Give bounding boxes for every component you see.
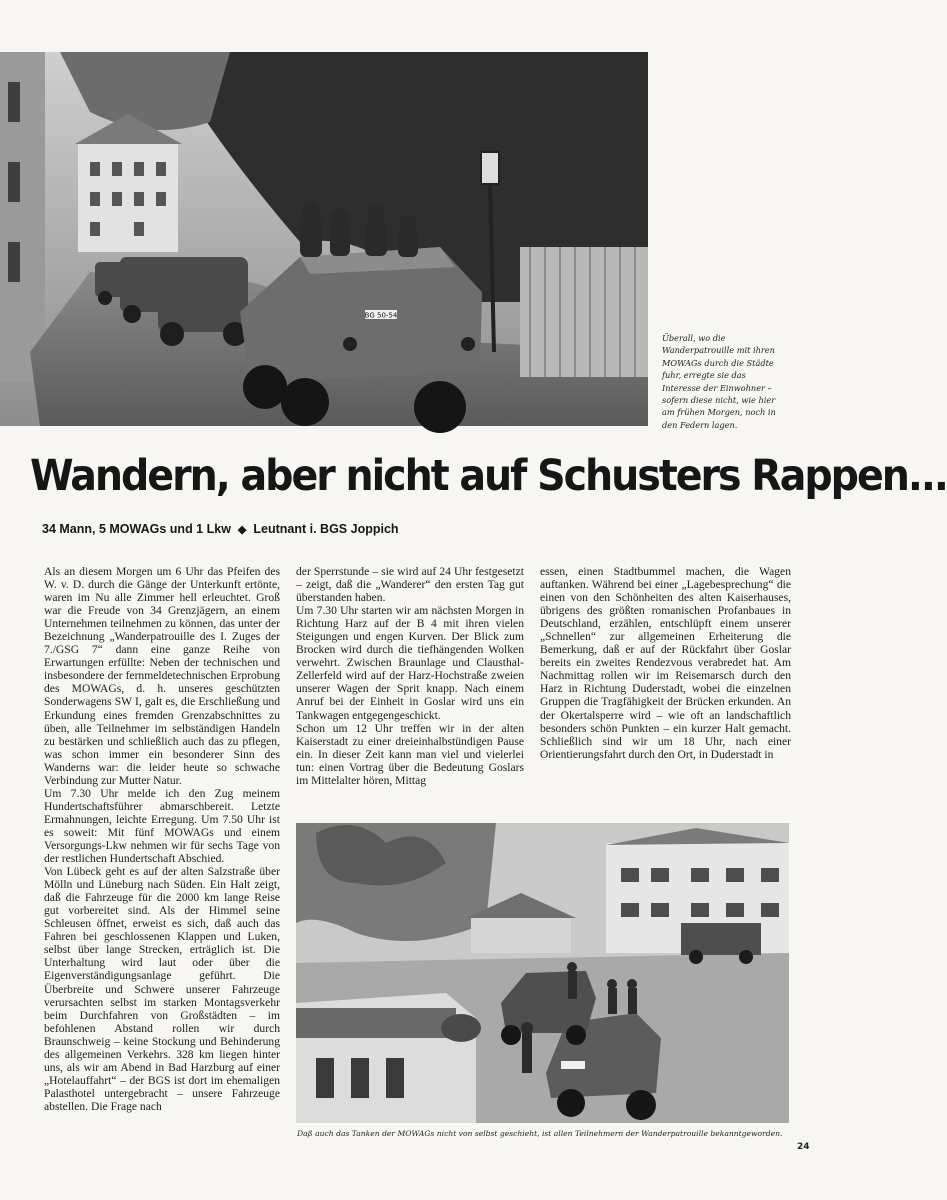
caption-top-photo: Überall, wo die Wanderpatrouille mit ihren MOWAGs durch die Städte fuhr, erregte sie das Interesse der Einwohner – sofern diese nicht, wie hier am frühen Morgen, noch in den Federn lagen. — [662, 333, 776, 430]
subhead-facts: 34 Mann, 5 MOWAGs und 1 Lkw — [42, 522, 231, 536]
paragraph: Schon um 12 Uhr treffen wir in der alten Kaiserstadt zu einer dreieinhalbstündigen Pause ein. In dieser Zeit kann man viel und vielerlei tun: einen Vortrag über die Bedeutung Goslars im Mittelalter hören, Mittag — [296, 721, 524, 787]
paragraph: Um 7.30 Uhr starten wir am nächsten Morgen in Richtung Harz auf der B 4 mit ihren vielen Steigungen und engen Kurven. Der Blick zum Brocken wird durch die tiefhängenden Wolken verwehrt. Zwischen Braunlage und Clausthal-Zellerfeld wird auf der Harz-Hochstraße zweien unserer Wagen der Sprit knapp. Nach einem Anruf bei der Einheit in Goslar wird uns ein Tankwagen entgegengeschickt. — [296, 604, 524, 722]
refuel-photo-illustration — [296, 823, 789, 1123]
page-title: Wandern, aber nicht auf Schusters Rappen... — [30, 451, 947, 501]
paragraph: Um 7.30 Uhr melde ich den Zug meinem Hundertschaftsführer abmarschbereit. Letzte Ermahnungen, leichte Erregung. Um 7.50 Uhr ist es soweit: Mit fünf MOWAGs und einem Versorgungs-Lkw nehmen wir für sechs Tage von der restlichen Hundertschaft Abschied. — [44, 786, 280, 866]
convoy-photo-illustration — [0, 52, 648, 426]
caption-bottom-photo: Daß auch das Tanken der MOWAGs nicht von selbst geschieht, ist allen Teilnehmern der Wanderpatrouille bekanntgeworden. — [297, 1129, 783, 1138]
subhead — [42, 522, 399, 536]
article-column-2 — [296, 565, 524, 787]
paragraph: Als an diesem Morgen um 6 Uhr das Pfeifen des W. v. D. durch die Gänge der Unterkunft ertönte, waren im Nu alle Zimmer hell erleuchtet. Groß war die Freude von 34 Grenzjägern, an einem Unternehmen teilnehmen zu können, das unter der Bezeichnung „Wanderpatrouille des I. Zuges der 7./GSG 7“ dann eine ganze Reihe von Erwartungen erfüllte: Neben der technischen und insbesondere der fernmeldetechnischen Erprobung des MOWAGs, d. h. unseres geschützten Sonderwagens SW I, galt es, die Erschließung und Erkundung eines fremden Grenzabschnittes zu üben, alle Teilnehmer im selbständigen Handeln zu bestärken und schließlich auch das zu pflegen, was schon immer ein besonderer Sinn des Wanderns war: die leider heute so schwache Verbindung zur Mutter Natur. — [44, 565, 280, 787]
article-column-3 — [540, 565, 791, 761]
paragraph: Von Lübeck geht es auf der alten Salzstraße über Mölln und Lüneburg nach Süden. Ein Halt zeigt, daß die Fahrzeuge für die 2000 km lange Reise gut vorbereitet sind. Als der Himmel seine Schleusen öffnet, erweist es sich, daß auch das Fahren bei geschlossenen Klappen und Luken, selbst über lange Strecken, erträglich ist. Die Unterhaltung wird laut oder über die Eigenverständigungsanlage geführt. Die Überbreite und Schwere unserer Fahrzeuge verursachten selbst im starken Montagsverkehr beim Durchfahren von Großstädten – im befohlenen Abstand rollen wir durch Braunschweig – keine Stockung und Behinderung des allgemeinen Verkehrs. 328 km liegen hinter uns, als wir am Abend in Bad Harzburg auf einer „Hotelauffahrt“ – der BGS ist dort im ehemaligen Palasthotel untergebracht – unsere Fahrzeuge abstellen. Die Frage nach — [44, 865, 280, 1113]
diamond-icon: ◆ — [237, 524, 247, 536]
vehicle-plate-text: BG 50-54 — [364, 311, 398, 320]
photo-refuel-yard — [296, 823, 789, 1123]
photo-convoy-street — [0, 52, 648, 426]
paragraph: der Sperrstunde – sie wird auf 24 Uhr festgesetzt – zeigt, daß die „Wanderer“ den ersten Tag gut überstanden haben. — [296, 565, 524, 605]
page-number: 24 — [797, 1142, 810, 1152]
paragraph: essen, einen Stadtbummel machen, die Wagen auftanken. Während bei einer „Lagebesprechung“ die einen von den Schönheiten des alten Kaiserhauses, übrigens des größten romanischen Profanbaues in Deutschland, erzählen, entschlüpft einem unserer „Schnellen“ zur allgemeinen Erheiterung die Bemerkung, daß er auf der Rückfahrt über Goslar bereits ein zweites Rendezvous verabredet hat. Am Nachmittag rollen wir im Reisemarsch durch den Harz in Richtung Duderstadt, wobei die einzelnen Gruppen die Tragfähigkeit der Brücken erkunden. An der Okertalsperre wird – wie oft an landschaftlich besonders schön Punkten – ein kurzer Halt gemacht. Schließlich sind wir um 18 Uhr, nach einer Orientierungsfahrt durch den Ort, in Duderstadt in — [540, 565, 791, 761]
article-column-1 — [44, 565, 280, 1113]
subhead-author: Leutnant i. BGS Joppich — [253, 522, 399, 536]
